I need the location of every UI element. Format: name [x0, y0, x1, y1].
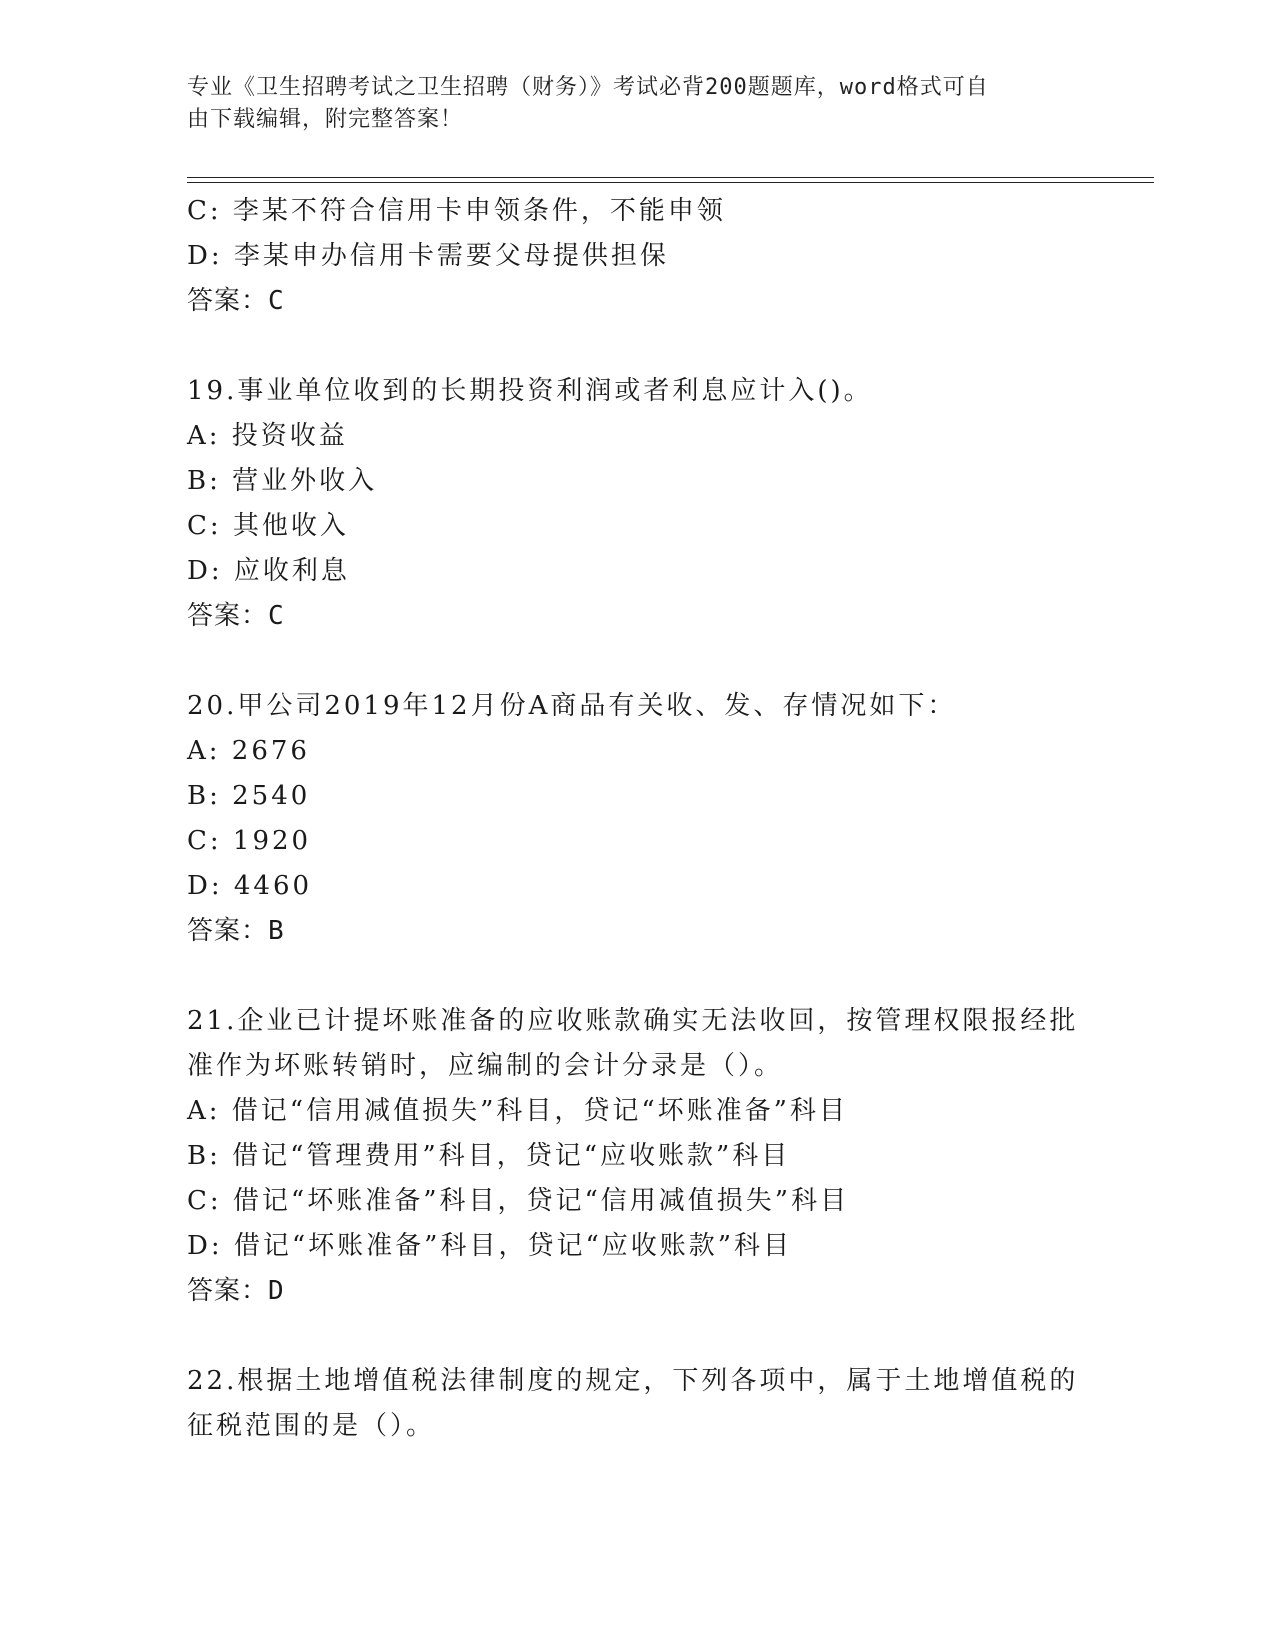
- q21-stem-line-2: 准作为坏账转销时，应编制的会计分录是（）。: [187, 1051, 784, 1081]
- q20-answer: [187, 909, 1087, 954]
- q18-option-d: D: 李某申办信用卡需要父母提供担保: [187, 241, 669, 271]
- q19-answer-value: C: [268, 601, 285, 631]
- q20-option-d: D: 4460: [187, 871, 313, 901]
- q21-option-d: D: 借记“坏账准备”科目，贷记“应收账款”科目: [187, 1231, 793, 1261]
- q19-answer: [187, 594, 1087, 639]
- q19-option-b: B: 营业外收入: [187, 466, 378, 496]
- q18-option-c: C: 李某不符合信用卡申领条件，不能申领: [187, 196, 726, 226]
- q21-stem-line-1: 21.企业已计提坏账准备的应收账款确实无法收回，按管理权限报经批: [187, 1006, 1079, 1036]
- q18-answer: [187, 279, 1087, 324]
- q20-option-a: A: 2676: [187, 736, 310, 766]
- q18-answer-value: C: [268, 286, 285, 316]
- spacer: [187, 1314, 1087, 1359]
- q20-stem: 20.甲公司2019年12月份A商品有关收、发、存情况如下：: [187, 691, 957, 721]
- q20-answer-value: B: [268, 916, 285, 946]
- header-divider-bottom: [187, 182, 1154, 183]
- q22-stem-line-1: 22.根据土地增值税法律制度的规定，下列各项中，属于土地增值税的: [187, 1366, 1079, 1396]
- q19-option-a: A: 投资收益: [187, 421, 348, 451]
- question-content: [187, 189, 1087, 1449]
- q18-answer-label: 答案：: [187, 286, 269, 316]
- q20-option-c: C: 1920: [187, 826, 312, 856]
- q20-option-b: B: 2540: [187, 781, 311, 811]
- q21-answer-value: D: [268, 1276, 285, 1306]
- document-header: [187, 72, 1057, 136]
- q21-answer-label: 答案：: [187, 1276, 269, 1306]
- q21-option-a: A: 借记“信用减值损失”科目，贷记“坏账准备”科目: [187, 1096, 848, 1126]
- q19-option-d: D: 应收利息: [187, 556, 350, 586]
- q21-option-b: B: 借记“管理费用”科目，贷记“应收账款”科目: [187, 1141, 791, 1171]
- header-divider-top: [187, 177, 1154, 178]
- q21-answer: [187, 1269, 1087, 1314]
- q22-stem-line-2: 征税范围的是（）。: [187, 1411, 436, 1441]
- q19-answer-label: 答案：: [187, 601, 269, 631]
- q20-answer-label: 答案：: [187, 916, 269, 946]
- spacer: [187, 954, 1087, 999]
- header-line-1: 专业《卫生招聘考试之卫生招聘（财务）》考试必背200题题库，word格式可自: [187, 75, 989, 100]
- q21-option-c: C: 借记“坏账准备”科目，贷记“信用减值损失”科目: [187, 1186, 850, 1216]
- q19-stem: 19.事业单位收到的长期投资利润或者利息应计入()。: [187, 376, 873, 406]
- q19-option-c: C: 其他收入: [187, 511, 349, 541]
- spacer: [187, 639, 1087, 684]
- spacer: [187, 324, 1087, 369]
- header-line-2: 由下载编辑，附完整答案！: [187, 107, 464, 132]
